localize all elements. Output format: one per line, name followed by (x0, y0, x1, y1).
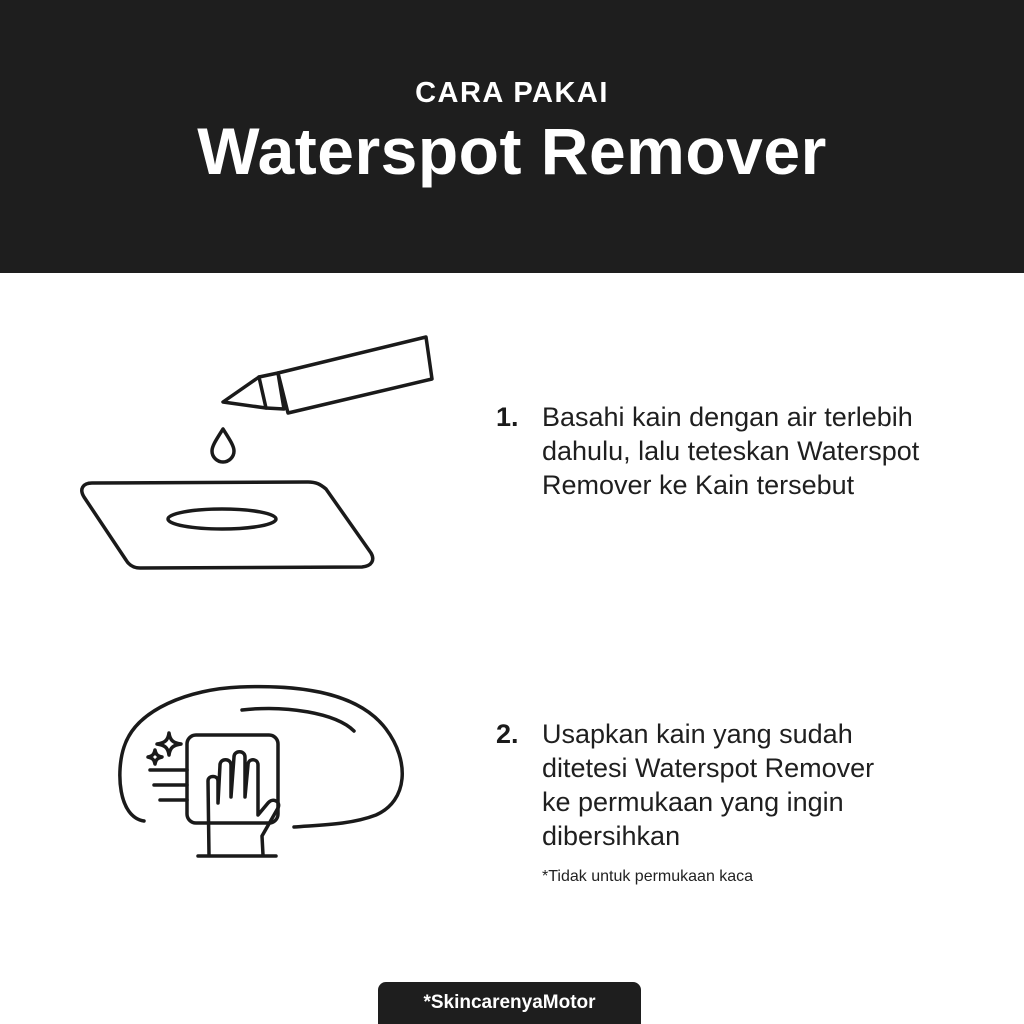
step-number: 1. (496, 402, 519, 432)
brand-tag: *SkincarenyaMotor (378, 982, 641, 1024)
step-1 (496, 400, 919, 502)
step-text: Basahi kain dengan air terlebih dahulu, lalu teteskan Waterspot Remover ke Kain tersebut (542, 402, 920, 500)
page-title: Waterspot Remover (197, 114, 827, 188)
header-subtitle: CARA PAKAI (415, 77, 609, 109)
footnote: *Tidak untuk permukaan kaca (542, 868, 754, 885)
step-2 (496, 717, 874, 853)
hand-wipe-surface-icon (110, 675, 420, 870)
bottle-drop-cloth-icon (70, 325, 450, 585)
step-number: 2. (496, 719, 519, 749)
step-text: Usapkan kain yang sudah ditetesi Waterspot Remover ke permukaan yang ingin dibersihkan (542, 719, 875, 851)
header-banner (0, 0, 1024, 273)
